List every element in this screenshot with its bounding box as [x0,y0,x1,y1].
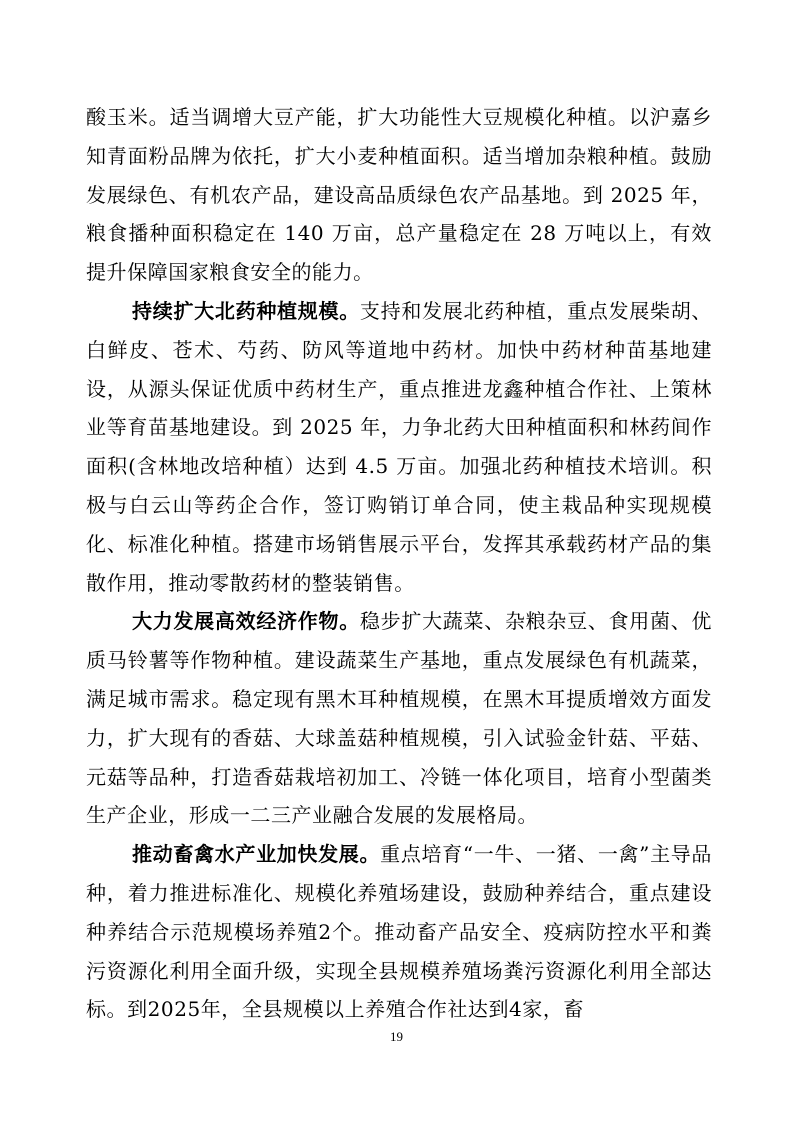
paragraph-4-heading: 推动畜禽水产业加快发展。 [132,842,381,867]
body-text [86,98,712,1029]
paragraph-1 [86,98,712,292]
paragraph-3-text: 稳步扩大蔬菜、杂粮杂豆、食用菌、优质马铃薯等作物种植。建设蔬菜生产基地，重点发展绿色有机蔬菜，满足城市需求。稳定现有黑木耳种植规模，在黑木耳提质增效方面发力，扩大现有的香菇、大球盖菇种植规模，引入试验金针菇、平菇、元菇等品种，打造香菇栽培初加工、冷链一体化项目，培育小型菌类生产企业，形成一二三产业融合发展的发展格局。 [86,609,712,828]
paragraph-1-text: 酸玉米。适当调增大豆产能，扩大功能性大豆规模化种植。以沪嘉乡知青面粉品牌为依托，扩大小麦种植面积。适当增加杂粮种植。鼓励发展绿色、有机农产品，建设高品质绿色农产品基地。到 2025 年，粮食播种面积稳定在 140 万亩，总产量稳定在 28 万吨以上，有效提升保障国家粮食安全的能力。 [86,105,712,285]
paragraph-3 [86,602,712,835]
paragraph-3-heading: 大力发展高效经济作物。 [132,609,360,634]
paragraph-2-heading: 持续扩大北药种植规模。 [132,298,360,323]
paragraph-2 [86,292,712,602]
paragraph-4 [86,835,712,1029]
paragraph-2-text: 支持和发展北药种植，重点发展柴胡、白鲜皮、苍术、芍药、防风等道地中药材。加快中药材种苗基地建设，从源头保证优质中药材生产，重点推进龙鑫种植合作社、上策林业等育苗基地建设。到 2025 年，力争北药大田种植面积和林药间作面积(含林地改培种植）达到 4.5 万亩。加强北药种植技术培训。积极与白云山等药企合作，签订购销订单合同，使主栽品种实现规模化、标准化种植。搭建市场销售展示平台，发挥其承载药材产品的集散作用，推动零散药材的整装销售。 [86,298,712,595]
paragraph-4-text: 重点培育“一牛、一猪、一禽”主导品种，着力推进标准化、规模化养殖场建设，鼓励种养结合，重点建设种养结合示范规模场养殖2个。推动畜产品安全、疫病防控水平和粪污资源化利用全面升级，实现全县规模养殖场粪污资源化利用全部达标。到2025年，全县规模以上养殖合作社达到4家，畜 [86,842,712,1022]
page-number: 19 [390,1029,403,1044]
